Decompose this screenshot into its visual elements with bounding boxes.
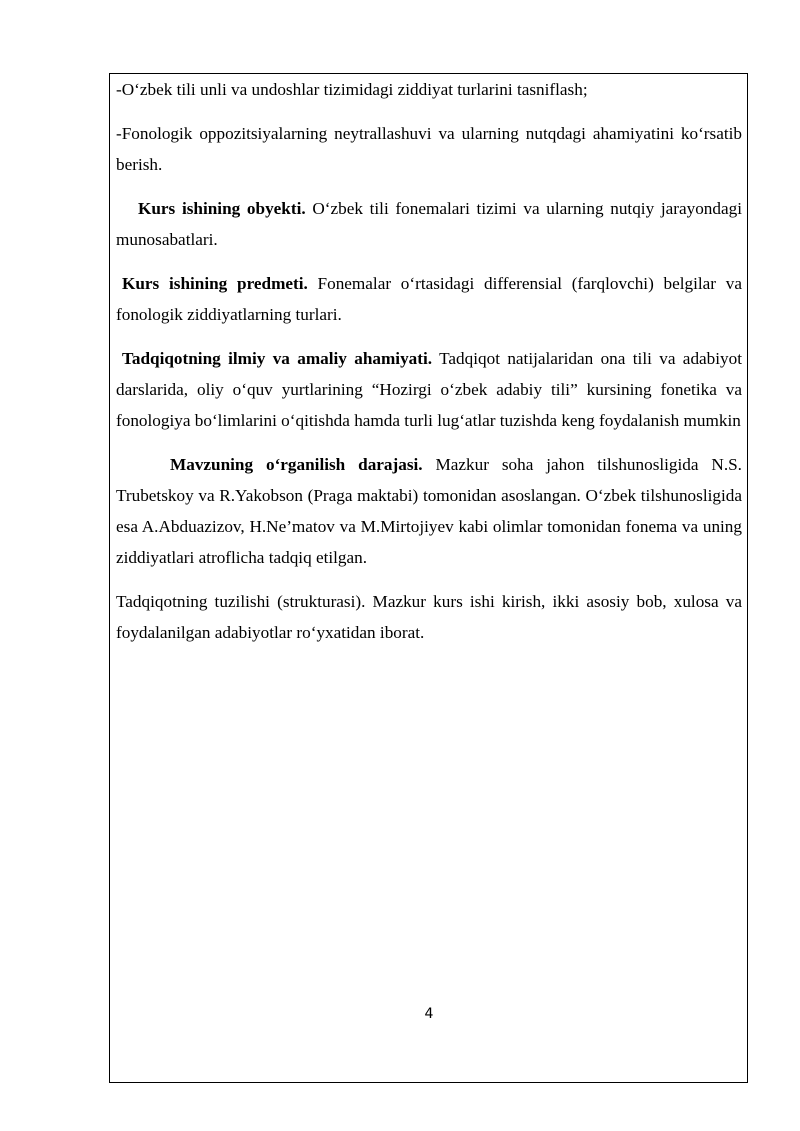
course-subject-text: Fonemalar o‘rtasidagi differensial (farqlovchi) belgilar va fonologik ziddiyatlarning turlari. bbox=[116, 274, 742, 324]
paragraph-structure: Tadqiqotning tuzilishi (strukturasi). Mazkur kurs ishi kirish, ikki asosiy bob, xulosa va foydalanilgan adabiyotlar ro‘yxatidan iborat. bbox=[116, 592, 742, 642]
paragraph-significance bbox=[116, 343, 742, 436]
paragraph-objective-1: -O‘zbek tili unli va undoshlar tizimidagi ziddiyat turlarini tasniflash; bbox=[116, 80, 588, 99]
paragraph-study-level bbox=[116, 449, 742, 573]
study-level-text: Mazkur soha jahon tilshunosligida N.S. Trubetskoy va R.Yakobson (Praga maktabi) tomonidan asoslangan. O‘zbek tilshunosligida esa A.Abduazizov, H.Ne’matov va M.Mirtojiyev kabi olimlar tomonidan fonema va uning ziddiyatlari atroflicha tadqiq etilgan. bbox=[116, 455, 742, 567]
document-body bbox=[116, 74, 742, 661]
significance-text: Tadqiqot natijalaridan ona tili va adabiyot darslarida, oliy o‘quv yurtlarining “Hozirgi o‘zbek adabiy tili” kursining fonetika va fonologiya bo‘limlarini o‘qitishda hamda turli lug‘atlar tuzishda keng foydalanish mumkin bbox=[116, 349, 742, 430]
paragraph-course-subject bbox=[116, 268, 742, 330]
course-subject-heading: Kurs ishining predmeti. bbox=[122, 274, 308, 293]
course-object-heading: Kurs ishining obyekti. bbox=[138, 199, 306, 218]
study-level-heading: Mavzuning o‘rganilish darajasi. bbox=[170, 455, 423, 474]
course-object-text: O‘zbek tili fonemalari tizimi va ularning nutqiy jarayondagi munosabatlari. bbox=[116, 199, 742, 249]
paragraph-course-object bbox=[116, 193, 742, 255]
paragraph-objective-2: -Fonologik oppozitsiyalarning neytrallashuvi va ularning nutqdagi ahamiyatini ko‘rsatib berish. bbox=[116, 124, 742, 174]
page-number: 4 bbox=[424, 1006, 434, 1022]
significance-heading: Tadqiqotning ilmiy va amaliy ahamiyati. bbox=[122, 349, 433, 368]
